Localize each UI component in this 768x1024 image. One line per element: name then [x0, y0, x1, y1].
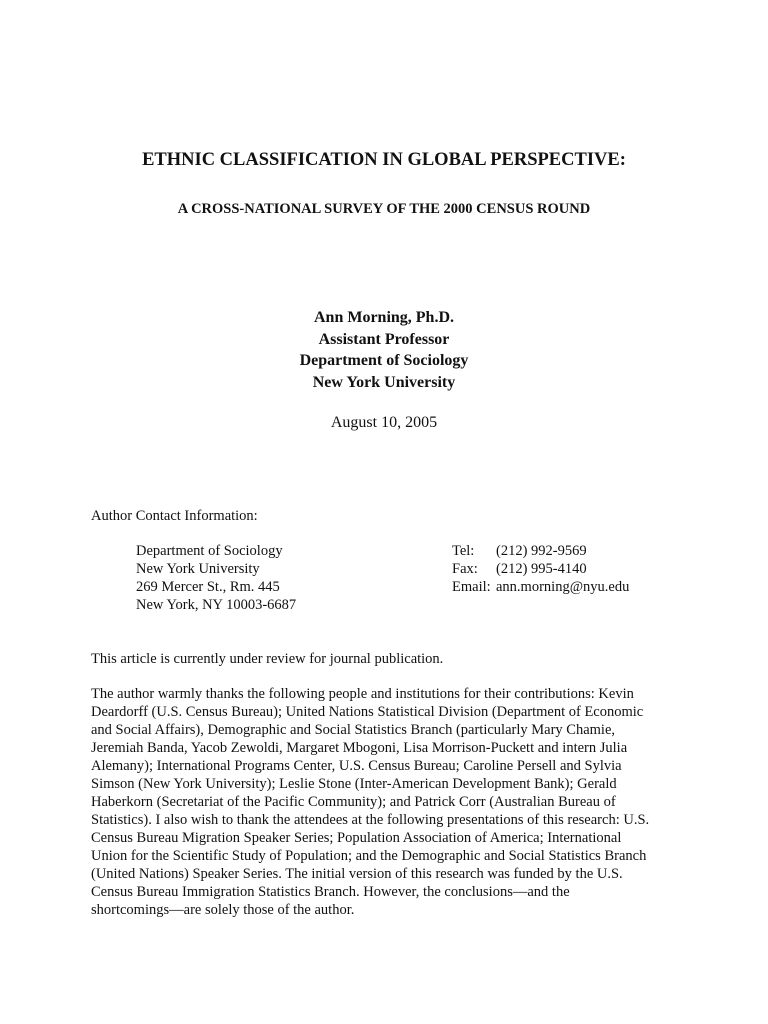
acknowledgement-line: Alemany); International Programs Center, U.S. Census Bureau; Caroline Persell and Sylvia	[91, 758, 622, 774]
address-line: 269 Mercer St., Rm. 445	[136, 579, 280, 595]
address-line: New York University	[136, 561, 260, 577]
acknowledgement-line: Census Bureau Migration Speaker Series; Population Association of America; International	[91, 830, 622, 846]
review-note: This article is currently under review for journal publication.	[91, 651, 444, 667]
contact-address	[136, 542, 296, 614]
acknowledgements-paragraph	[91, 685, 691, 919]
acknowledgement-line: Union for the Scientific Study of Population; and the Demographic and Social Statistics Branch	[91, 848, 647, 864]
acknowledgement-line: and Social Affairs), Demographic and Social Statistics Branch (particularly Mary Chamie,	[91, 722, 616, 738]
contact-communication	[452, 542, 629, 596]
author-institution: New York University	[312, 373, 456, 391]
acknowledgement-line: Statistics). I also wish to thank the attendees at the following presentations of this research: U.S.	[91, 812, 650, 828]
document-title: ETHNIC CLASSIFICATION IN GLOBAL PERSPECTIVE:	[142, 150, 626, 170]
tel-value: (212) 992-9569	[496, 543, 587, 559]
document-subtitle: A CROSS-NATIONAL SURVEY OF THE 2000 CENSUS ROUND	[177, 201, 591, 217]
contact-heading: Author Contact Information:	[91, 508, 258, 524]
acknowledgement-line: Haberkorn (Secretariat of the Pacific Community); and Patrick Corr (Australian Bureau of	[91, 794, 616, 810]
email-value: ann.morning@nyu.edu	[496, 579, 630, 595]
document-date: August 10, 2005	[330, 414, 438, 431]
email-label: Email:	[452, 579, 491, 595]
acknowledgement-line: Deardorff (U.S. Census Bureau); United Nations Statistical Division (Department of Economic	[91, 704, 644, 720]
email-row	[452, 578, 629, 596]
acknowledgement-line: Census Bureau Immigration Statistics Branch. However, the conclusions—and the	[91, 884, 570, 900]
acknowledgement-line: Simson (New York University); Leslie Stone (Inter-American Development Bank); Gerald	[91, 776, 617, 792]
acknowledgement-line: (United Nations) Speaker Series. The initial version of this research was funded by the U.S.	[91, 866, 623, 882]
acknowledgement-line: shortcomings—are solely those of the author.	[91, 902, 355, 918]
acknowledgement-line: The author warmly thanks the following people and institutions for their contributions: Kevin	[91, 686, 634, 702]
author-position: Assistant Professor	[318, 330, 450, 348]
author-name: Ann Morning, Ph.D.	[313, 309, 455, 326]
acknowledgement-line: Jeremiah Banda, Yacob Zewoldi, Margaret Mbogoni, Lisa Morrison-Puckett and intern Julia	[91, 740, 628, 756]
author-block	[0, 307, 768, 393]
fax-label: Fax:	[452, 561, 478, 577]
author-department: Department of Sociology	[299, 352, 469, 369]
address-line: Department of Sociology	[136, 543, 283, 559]
tel-row	[452, 542, 629, 560]
fax-row	[452, 560, 629, 578]
address-line: New York, NY 10003-6687	[136, 597, 297, 613]
fax-value: (212) 995-4140	[496, 561, 587, 577]
tel-label: Tel:	[452, 543, 475, 559]
